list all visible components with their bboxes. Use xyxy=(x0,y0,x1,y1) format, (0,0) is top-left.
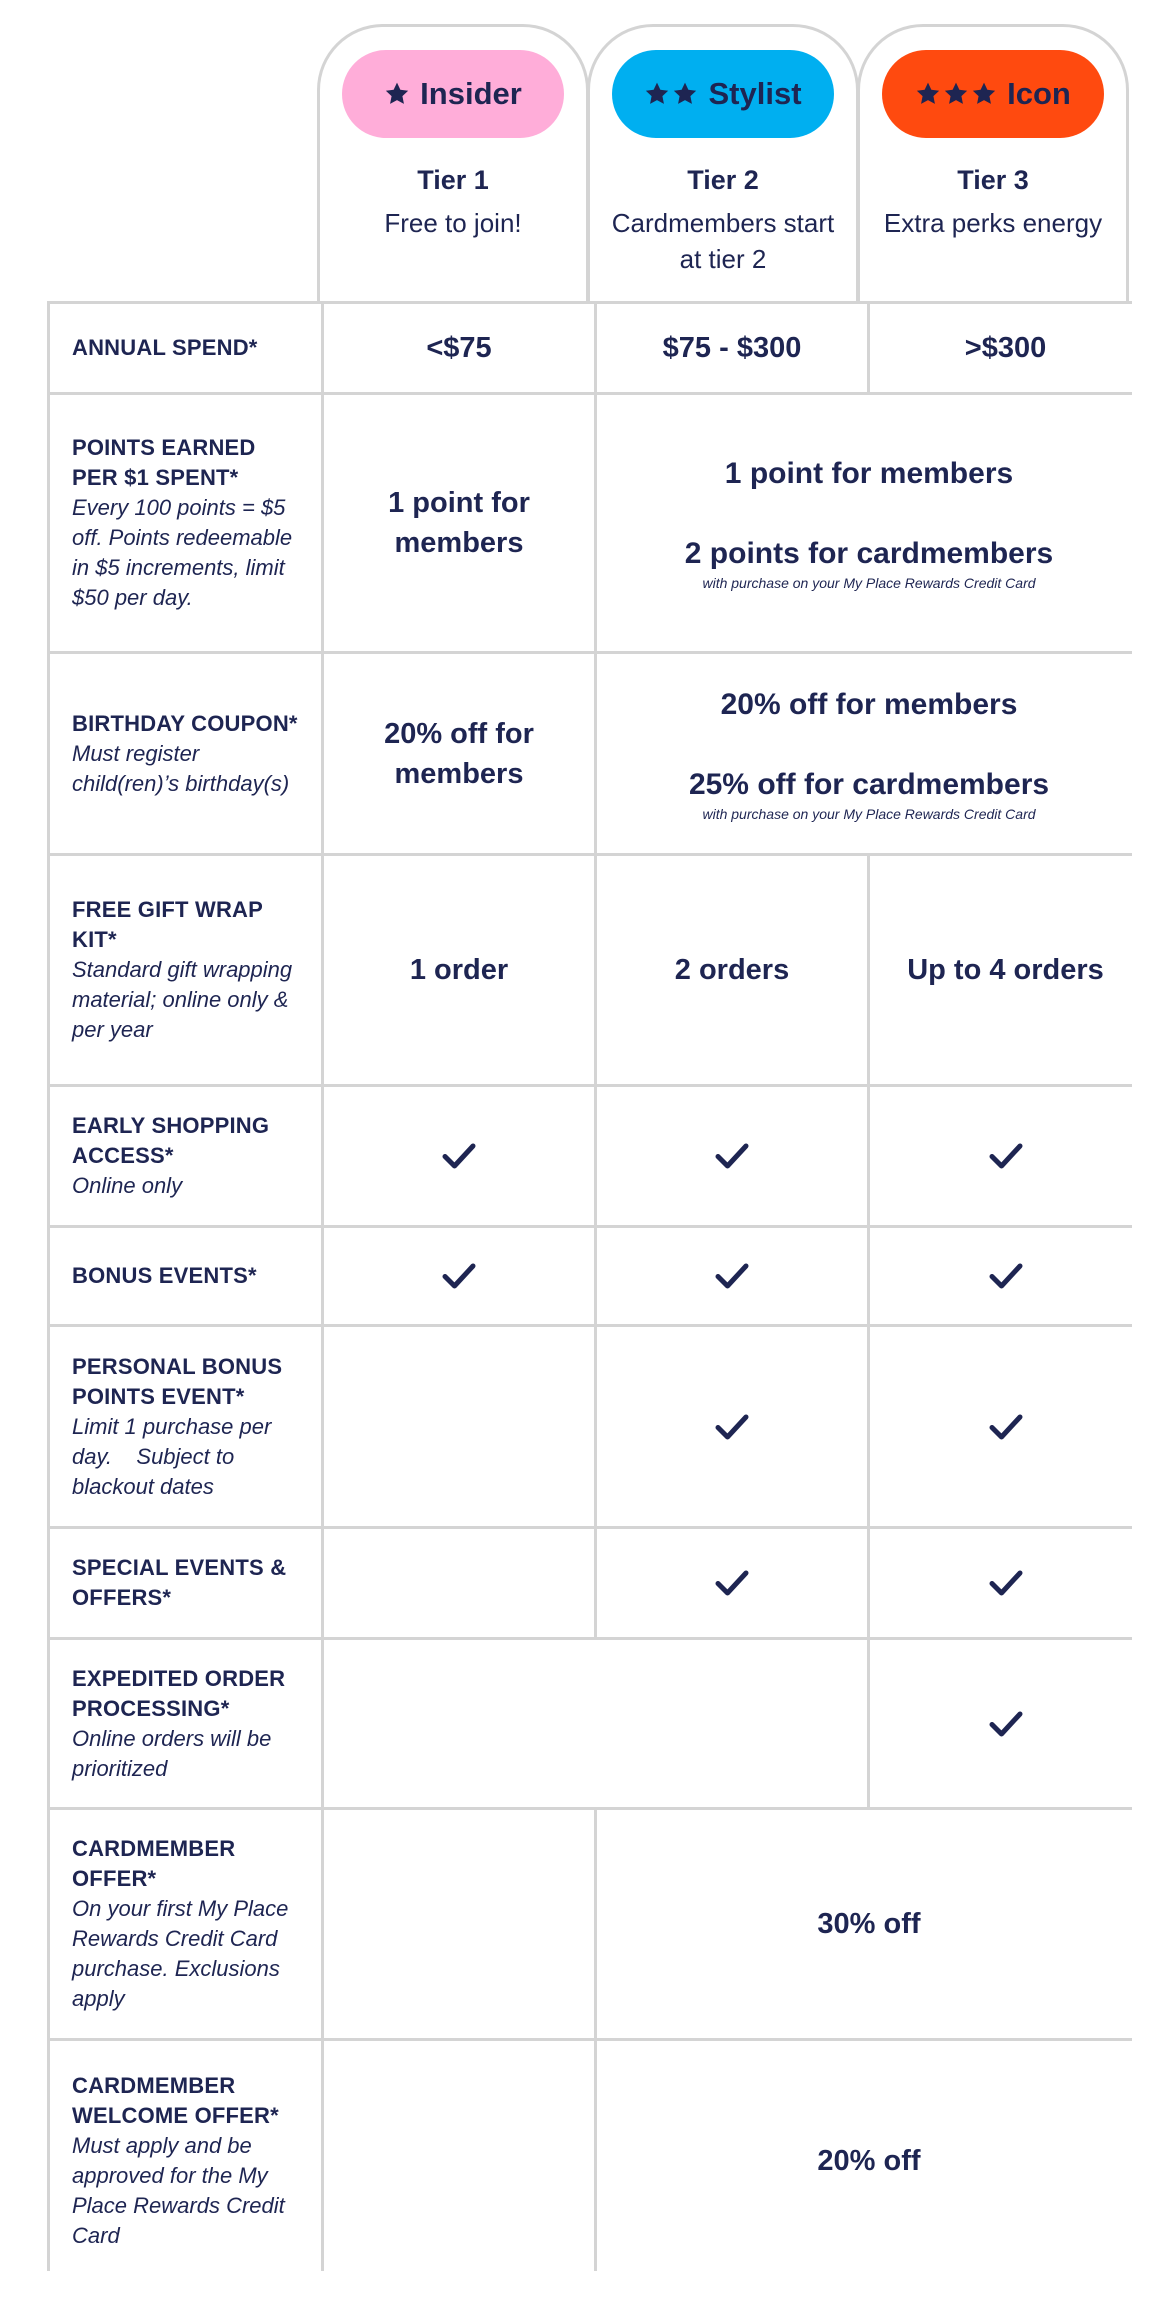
benefits-table xyxy=(47,301,1132,2271)
checkmark-icon xyxy=(988,1568,1024,1598)
cardmembers-discount: 25% off for cardmembers xyxy=(688,767,1050,801)
row-title: CARDMEMBER OFFER* xyxy=(72,1836,236,1891)
tier-badge-label: Icon xyxy=(1007,76,1071,111)
early-access-tier-2 xyxy=(597,1087,867,1225)
checkmark-icon xyxy=(441,1261,477,1291)
members-points: 1 point for members xyxy=(724,457,1014,490)
early-access-tier-1 xyxy=(324,1087,594,1225)
row-note: Must apply and be approved for the My Place Rewards Credit Card xyxy=(72,2133,285,2248)
expedited-tier-1-2 xyxy=(324,1640,867,1807)
row-note: Online orders will be prioritized xyxy=(72,1725,272,1781)
cardmember-footnote: with purchase on your My Place Rewards Credit Card xyxy=(702,575,1036,591)
annual-spend-tier-3 xyxy=(870,304,1141,392)
personal-bonus-tier-2 xyxy=(597,1327,867,1526)
cell-value: $75 - $300 xyxy=(662,332,802,364)
cell-value: >$300 xyxy=(964,332,1047,364)
row-label-gift-wrap xyxy=(50,856,321,1084)
row-note: Online only xyxy=(72,1173,183,1198)
cardmember-footnote: with purchase on your My Place Rewards Credit Card xyxy=(702,805,1036,822)
bonus-events-tier-1 xyxy=(324,1228,594,1324)
row-note: Must register child(ren)’s birthday(s) xyxy=(72,740,290,796)
points-tier-2-3 xyxy=(597,395,1141,651)
tier-name: Tier 3 xyxy=(957,165,1029,195)
birthday-tier-2-3 xyxy=(597,654,1141,853)
tier-badge-label: Stylist xyxy=(708,76,802,111)
annual-spend-tier-2 xyxy=(597,304,867,392)
checkmark-icon xyxy=(988,1261,1024,1291)
cell-value: 2 orders xyxy=(674,954,790,986)
annual-spend-tier-1 xyxy=(324,304,594,392)
row-note: Every 100 points = $5 off. Points redeemable in $5 increments, limit $50 per day. xyxy=(72,495,293,610)
tier-3-header xyxy=(857,24,1129,306)
checkmark-icon xyxy=(988,1412,1024,1442)
checkmark-icon xyxy=(714,1261,750,1291)
row-label-annual-spend xyxy=(50,304,321,392)
cell-value: 20% off for members xyxy=(384,717,534,790)
special-events-tier-2 xyxy=(597,1529,867,1637)
row-title: SPECIAL EVENTS & OFFERS* xyxy=(72,1555,287,1610)
expedited-tier-3 xyxy=(870,1640,1141,1807)
checkmark-icon xyxy=(988,1141,1024,1171)
checkmark-icon xyxy=(714,1412,750,1442)
tier-1-header xyxy=(317,24,589,306)
row-title: EARLY SHOPPING ACCESS* xyxy=(72,1113,270,1168)
row-title: EXPEDITED ORDER PROCESSING* xyxy=(72,1665,286,1721)
cell-value: 1 order xyxy=(409,954,509,986)
cell-value: <$75 xyxy=(426,332,492,364)
row-label-bonus-events xyxy=(50,1228,321,1324)
personal-bonus-tier-1 xyxy=(324,1327,594,1526)
checkmark-icon xyxy=(714,1141,750,1171)
cell-value: 20% off xyxy=(817,2145,921,2177)
row-title: CARDMEMBER WELCOME OFFER* xyxy=(72,2073,279,2128)
stylist-badge xyxy=(612,50,834,138)
tier-2-header xyxy=(587,24,859,306)
cardmembers-points: 2 points for cardmembers xyxy=(684,537,1054,570)
tier-badge-label: Insider xyxy=(420,76,522,111)
star-icon-group xyxy=(915,81,997,107)
early-access-tier-3 xyxy=(870,1087,1141,1225)
checkmark-icon xyxy=(441,1141,477,1171)
cell-value: Up to 4 orders xyxy=(907,954,1104,986)
star-icon xyxy=(644,81,670,107)
star-icon-group xyxy=(644,81,698,107)
row-label-points-earned xyxy=(50,395,321,651)
gift-wrap-tier-3 xyxy=(870,856,1141,1084)
row-note: On your first My Place Rewards Credit Card purchase. Exclusions apply xyxy=(72,1896,289,2011)
star-icon xyxy=(971,81,997,107)
personal-bonus-tier-3 xyxy=(870,1327,1141,1526)
row-label-special-events xyxy=(50,1529,321,1637)
row-title: ANNUAL SPEND* xyxy=(72,335,258,360)
row-label-early-access xyxy=(50,1087,321,1225)
welcome-offer-tier-1 xyxy=(324,2041,594,2281)
row-label-personal-bonus xyxy=(50,1327,321,1526)
tier-name: Tier 1 xyxy=(417,165,489,195)
checkmark-icon xyxy=(988,1709,1024,1739)
members-discount: 20% off for members xyxy=(720,687,1018,721)
tier-description: Extra perks energy xyxy=(883,208,1103,238)
row-note: Standard gift wrapping material; online only & per year xyxy=(72,957,293,1042)
row-title: POINTS EARNED PER $1 SPENT* xyxy=(72,435,256,490)
special-events-tier-3 xyxy=(870,1529,1141,1637)
cell-value: 30% off xyxy=(817,1908,921,1940)
row-title: PERSONAL BONUS POINTS EVENT* xyxy=(72,1353,283,1409)
row-label-birthday-coupon xyxy=(50,654,321,853)
gift-wrap-tier-1 xyxy=(324,856,594,1084)
star-icon xyxy=(384,81,410,107)
star-icon-group xyxy=(384,81,410,107)
cardmember-offer-tier-1 xyxy=(324,1810,594,2038)
star-icon xyxy=(943,81,969,107)
special-events-tier-1 xyxy=(324,1529,594,1637)
gift-wrap-tier-2 xyxy=(597,856,867,1084)
insider-badge xyxy=(342,50,564,138)
row-title: BIRTHDAY COUPON* xyxy=(72,710,298,736)
bonus-events-tier-2 xyxy=(597,1228,867,1324)
checkmark-icon xyxy=(714,1568,750,1598)
icon-badge xyxy=(882,50,1104,138)
tier-name: Tier 2 xyxy=(687,165,759,195)
bonus-events-tier-3 xyxy=(870,1228,1141,1324)
welcome-offer-tier-2-3 xyxy=(597,2041,1141,2281)
row-label-welcome-offer xyxy=(50,2041,321,2281)
cardmember-offer-tier-2-3 xyxy=(597,1810,1141,2038)
row-title: BONUS EVENTS* xyxy=(72,1263,257,1288)
star-icon xyxy=(672,81,698,107)
row-title: FREE GIFT WRAP KIT* xyxy=(72,897,263,952)
row-label-cardmember-offer xyxy=(50,1810,321,2038)
row-note: Limit 1 purchase per day. Subject to blackout dates xyxy=(72,1413,278,1499)
cell-value: 1 point for members xyxy=(388,487,530,559)
points-tier-1 xyxy=(324,395,594,651)
birthday-tier-1 xyxy=(324,654,594,853)
star-icon xyxy=(915,81,941,107)
tier-description: Free to join! xyxy=(384,208,522,238)
tier-description: Cardmembers start at tier 2 xyxy=(611,208,835,274)
row-label-expedited xyxy=(50,1640,321,1807)
